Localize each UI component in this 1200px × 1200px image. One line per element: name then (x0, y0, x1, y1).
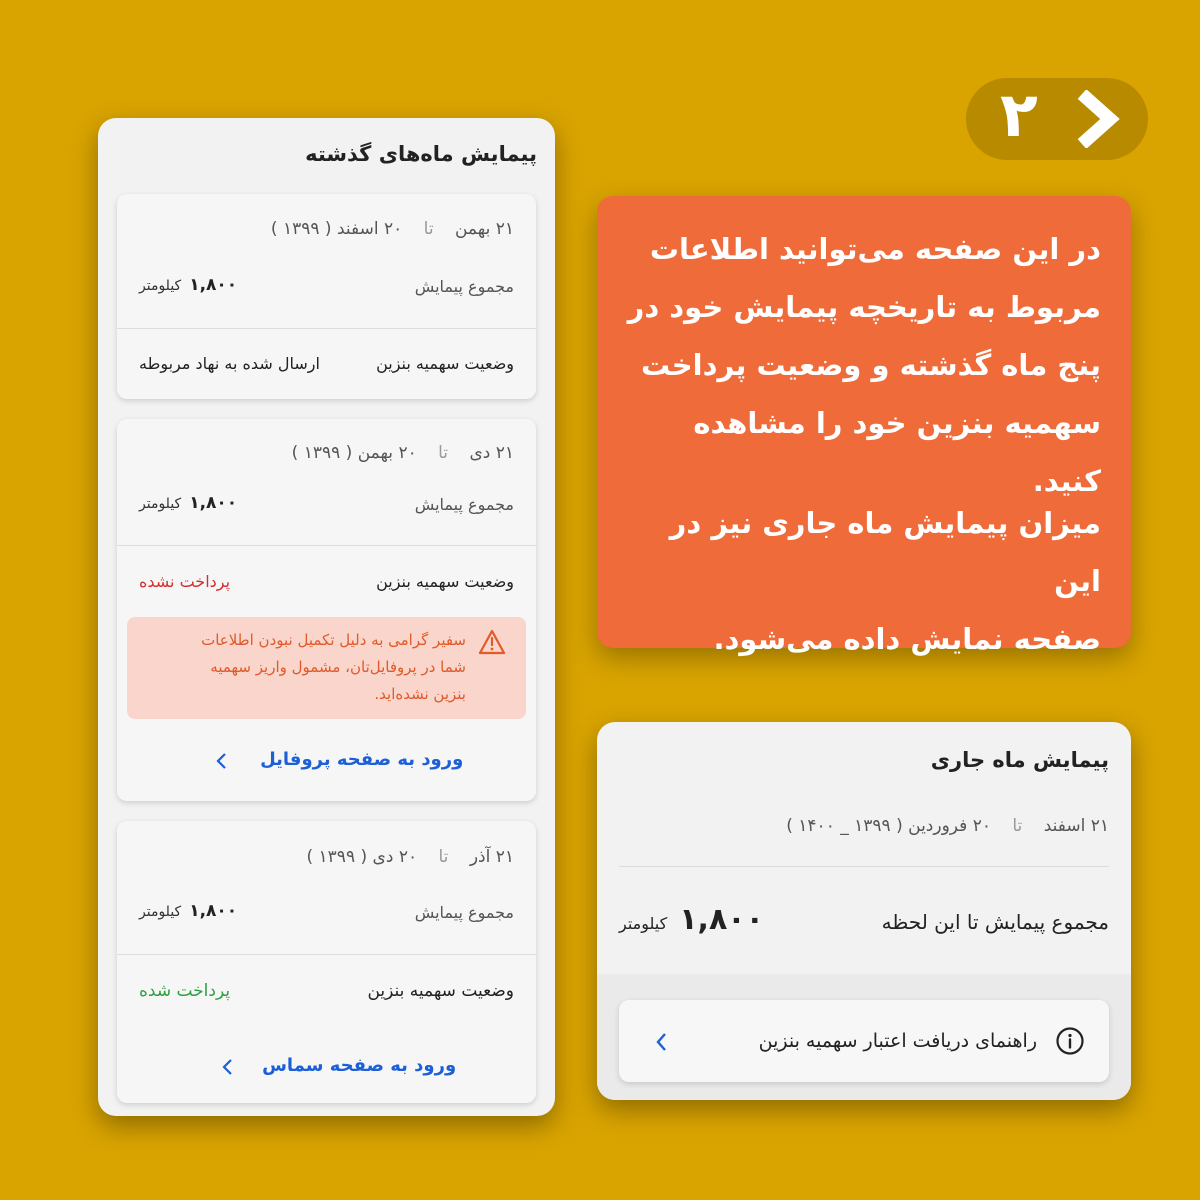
to-word: تا (1012, 816, 1023, 836)
status-value: پرداخت نشده (139, 572, 231, 591)
info-card (597, 196, 1131, 656)
status-value: ارسال شده به نهاد مربوطه (139, 354, 320, 373)
info-circle-icon (1055, 1026, 1085, 1056)
current-month-panel (597, 722, 1131, 1100)
info-paragraph (621, 220, 1101, 510)
date-to: ۲۰ بهمن (357, 443, 417, 463)
to-word: تا (438, 847, 449, 867)
total-label: مجموع پیمایش (414, 495, 514, 514)
warning-triangle-icon (478, 629, 506, 655)
date-from: ۲۱ آذر (469, 847, 514, 867)
current-title: پیمایش ماه جاری (930, 748, 1109, 772)
period-card (117, 419, 536, 801)
date-from: ۲۱ دی (469, 443, 514, 463)
total-value (139, 493, 237, 513)
total-value (139, 275, 237, 295)
info-line: صفحه نمایش داده می‌شود. (713, 622, 1101, 656)
period-card (117, 821, 536, 1103)
step-number: ۲ (1000, 78, 1038, 151)
year: ( ۱۳۹۹ ) (291, 443, 353, 463)
divider (619, 866, 1109, 867)
date-to: ۲۰ اسفند (336, 219, 403, 239)
profile-link[interactable] (215, 749, 463, 770)
profile-link-label[interactable]: ورود به صفحه پروفایل (260, 749, 464, 770)
info-line: پنج ماه گذشته و وضعیت پرداخت (641, 348, 1101, 382)
current-total-label: مجموع پیمایش تا این لحظه (881, 910, 1109, 934)
to-word: تا (438, 443, 449, 463)
chevron-left-icon (221, 1058, 235, 1076)
date-range (271, 219, 514, 239)
period-card (117, 194, 536, 399)
current-total-value (619, 902, 764, 937)
info-line: در این صفحه می‌توانید اطلاعات (649, 232, 1101, 266)
km-value: ۱,۸۰۰ (679, 902, 764, 937)
divider (117, 328, 536, 329)
guide-button[interactable] (619, 1000, 1109, 1082)
km-unit: کیلومتر (139, 904, 182, 920)
info-line: مربوط به تاریخچه پیمایش خود در (627, 290, 1101, 324)
year: ( ۱۳۹۹ ) (270, 219, 332, 239)
date-from: ۲۱ اسفند (1043, 816, 1109, 836)
chevron-right-icon (1074, 90, 1124, 148)
km-unit: کیلومتر (139, 496, 182, 512)
year: ( ۱۳۹۹ ) (306, 847, 368, 867)
samas-link[interactable] (221, 1055, 456, 1076)
warning-line: سفیر گرامی به دلیل تکمیل نبودن اطلاعات (201, 631, 466, 649)
status-value: پرداخت شده (139, 981, 231, 1001)
year: ( ۱۳۹۹ _ ۱۴۰۰ ) (786, 816, 903, 836)
total-label: مجموع پیمایش (414, 277, 514, 296)
date-range (292, 443, 514, 463)
warning-text (146, 627, 466, 708)
date-to: ۲۰ فروردین (908, 816, 991, 836)
total-value (139, 901, 237, 921)
divider (117, 954, 536, 955)
chevron-left-icon (215, 752, 229, 770)
km-value: ۱,۸۰۰ (189, 901, 238, 921)
info-line: میزان پیمایش ماه جاری نیز در این (669, 506, 1101, 598)
km-value: ۱,۸۰۰ (189, 493, 238, 513)
status-label: وضعیت سهمیه بنزین (376, 572, 514, 591)
km-value: ۱,۸۰۰ (189, 275, 238, 295)
step-badge (966, 78, 1148, 160)
total-label: مجموع پیمایش (414, 903, 514, 922)
current-date-range (786, 816, 1109, 836)
status-label: وضعیت سهمیه بنزین (376, 354, 514, 373)
warning-line: شما در پروفایل‌تان، مشمول واریز سهمیه (210, 658, 466, 676)
info-paragraph (621, 494, 1101, 668)
page-title: پیمایش ماه‌های گذشته (305, 142, 537, 166)
past-months-panel (98, 118, 555, 1116)
warning-line: بنزین نشده‌اید. (374, 685, 466, 703)
to-word: تا (423, 219, 434, 239)
date-to: ۲۰ دی (372, 847, 418, 867)
status-label: وضعیت سهمیه بنزین (367, 981, 514, 1001)
date-from: ۲۱ بهمن (454, 219, 514, 239)
samas-link-label[interactable]: ورود به صفحه سماس (262, 1055, 457, 1076)
divider (117, 545, 536, 546)
info-line: سهمیه بنزین خود را مشاهده کنید. (693, 406, 1101, 498)
warning-box (127, 617, 526, 719)
km-unit: کیلومتر (139, 278, 182, 294)
km-unit: کیلومتر (619, 914, 668, 933)
guide-label: راهنمای دریافت اعتبار سهمیه بنزین (758, 1030, 1037, 1052)
date-range (307, 847, 515, 867)
chevron-left-icon (655, 1032, 669, 1052)
